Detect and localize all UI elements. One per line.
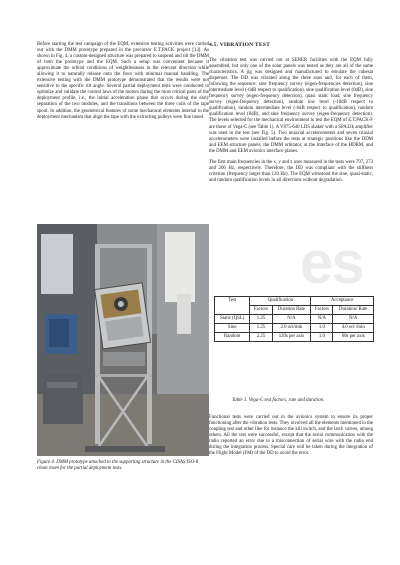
cell-a-duration: 60s per axis	[333, 332, 374, 341]
right-column-lower	[209, 415, 373, 457]
table-row	[215, 323, 374, 332]
cell-test: Static (QSL)	[215, 314, 250, 323]
watermark: es	[300, 229, 363, 296]
cell-q-factors: 2.25	[250, 332, 272, 341]
table-row	[215, 314, 374, 323]
cell-q-duration: N/A	[272, 314, 311, 323]
th-a-factors: Factors	[311, 305, 333, 314]
left-paragraph: Before starting the test campaign of the EQM, extensive testing activities were carried out with the DMM prototype prepared in the precursor E.T.PACK project [13]. As shown in Fig. 4, a custom-designed structure was prepared to suspend and tilt the DMM of both the prototype and the EQM. Such a setup was convenient because it approximate the orbital conditions of weightlessness in the relevant direction while allowing it to naturally release onto the floor with minimal manual handling. The extensive testing with the DMM prototype demonstrated that the results were not sensitive to the specific tilt angle. Several partial deployment tests were conducted to optimize and validate the control laws of the motors during the most critical parts of the deployment profile, i.e., the initial acceleration phase that occurs during the early separation of the two modules, and the transitions between the three coils of the tape spool. In addition, the geometrical features of some mechanical elements internal to the deployment mechanism that align the tape with the extracting pulleys were fine tuned.	[37, 42, 209, 120]
th-a-duration: Duration/ Rate	[333, 305, 374, 314]
cell-test: Sine	[215, 323, 250, 332]
table-1	[214, 296, 374, 342]
table-row	[215, 332, 374, 341]
cell-a-factors: 1.0	[311, 323, 333, 332]
cell-q-duration: 120s per axis	[272, 332, 311, 341]
right-paragraph-1: The vibration test was carried out at SENER facilities with the EQM fully assembled, but only one of the solar panels was tested as they are all of the same characteristics. A jig was designed and manufactured to emulate the cubesat dispenser. The DD was vibrated along the three axes and, for each of them, following the sequence: sine frequency survey (eigen-frequencies detection), sine intermediate level (-6dB respect to qualification), sine qualification level (0dB), sine frequency survey (eigen-frequency detection), quasi static load, sine frequency survey (eigen-frequency detection), random low level (-10dB respect to qualification), random intermediate level (-6dB respect to qualification), random qualification level (0dB), and sine frequency survey (eigen-frequency detection). The levels selected for the mechanical environment to test the EQM of E.T.PACK-F are those of Vega-C (see Table 1). A V875-640 LDS shaker with a SPA32k amplifier was used in the test (see Fig. 5). Two uniaxial accelerometers and seven triaxial accelerometers were installed before the tests at strategic positions like the DDM and EEM structure panels, the DMM orbitator, at the interface of the HDRM, and the DMM and EEM avionics interface planes.	[209, 58, 373, 154]
table-1-caption: Table 1. Vega-C test factors, rate and duration.	[232, 398, 325, 403]
right-paragraph-2: The first main frequencies in the x, y and z axes measured in the tests were 797, 273 and 206 Hz, respectively. Therefore, the DD was compliant with the stiffness criterion (frequency larger than 120 Hz). The EQM withstood the sine, quasi-static, and random qualification levels in all directions without degradation.	[209, 159, 373, 183]
cell-q-duration: 2.0 oct/min	[272, 323, 311, 332]
figure-4-caption: Figure 4. DMM prototype attached to the supporting structure in the CISAS ISO-8 clean room for the partial deployment tests.	[37, 460, 199, 472]
cell-test: Random	[215, 332, 250, 341]
right-column-upper	[209, 58, 373, 184]
cell-a-duration: 4.0 oct /min	[333, 323, 374, 332]
section-heading: 4.5. VIBRATION TEST	[209, 42, 270, 48]
th-acceptance: Acceptance	[311, 297, 374, 306]
th-qualification: Qualification	[250, 297, 311, 306]
th-q-duration: Duration Rate	[272, 305, 311, 314]
cell-q-factors: 1.25	[250, 323, 272, 332]
cell-a-factors: 1.0	[311, 332, 333, 341]
cell-a-duration: N/A	[333, 314, 374, 323]
th-test: Test	[215, 297, 250, 315]
right-paragraph-3: Functional tests were carried out in the avionics system to ensure its proper functioning after the vibration tests. They involved all the elements mentioned in the coupling test and other like for instance the kill switch, and the latch valves, among others. All the test were successful, except that the serial communication with the radio reported an error due to a misconnection of serial wire with the radio end during the integration process. Special care will be taken during the integration of the Flight Model (FM) of the DD to avoid the error.	[209, 415, 373, 457]
th-q-factors: Factors	[250, 305, 272, 314]
left-column	[37, 42, 209, 121]
cell-a-factors: N/A	[311, 314, 333, 323]
cell-q-factors: 1.25	[250, 314, 272, 323]
figure-4-photo	[37, 224, 209, 456]
